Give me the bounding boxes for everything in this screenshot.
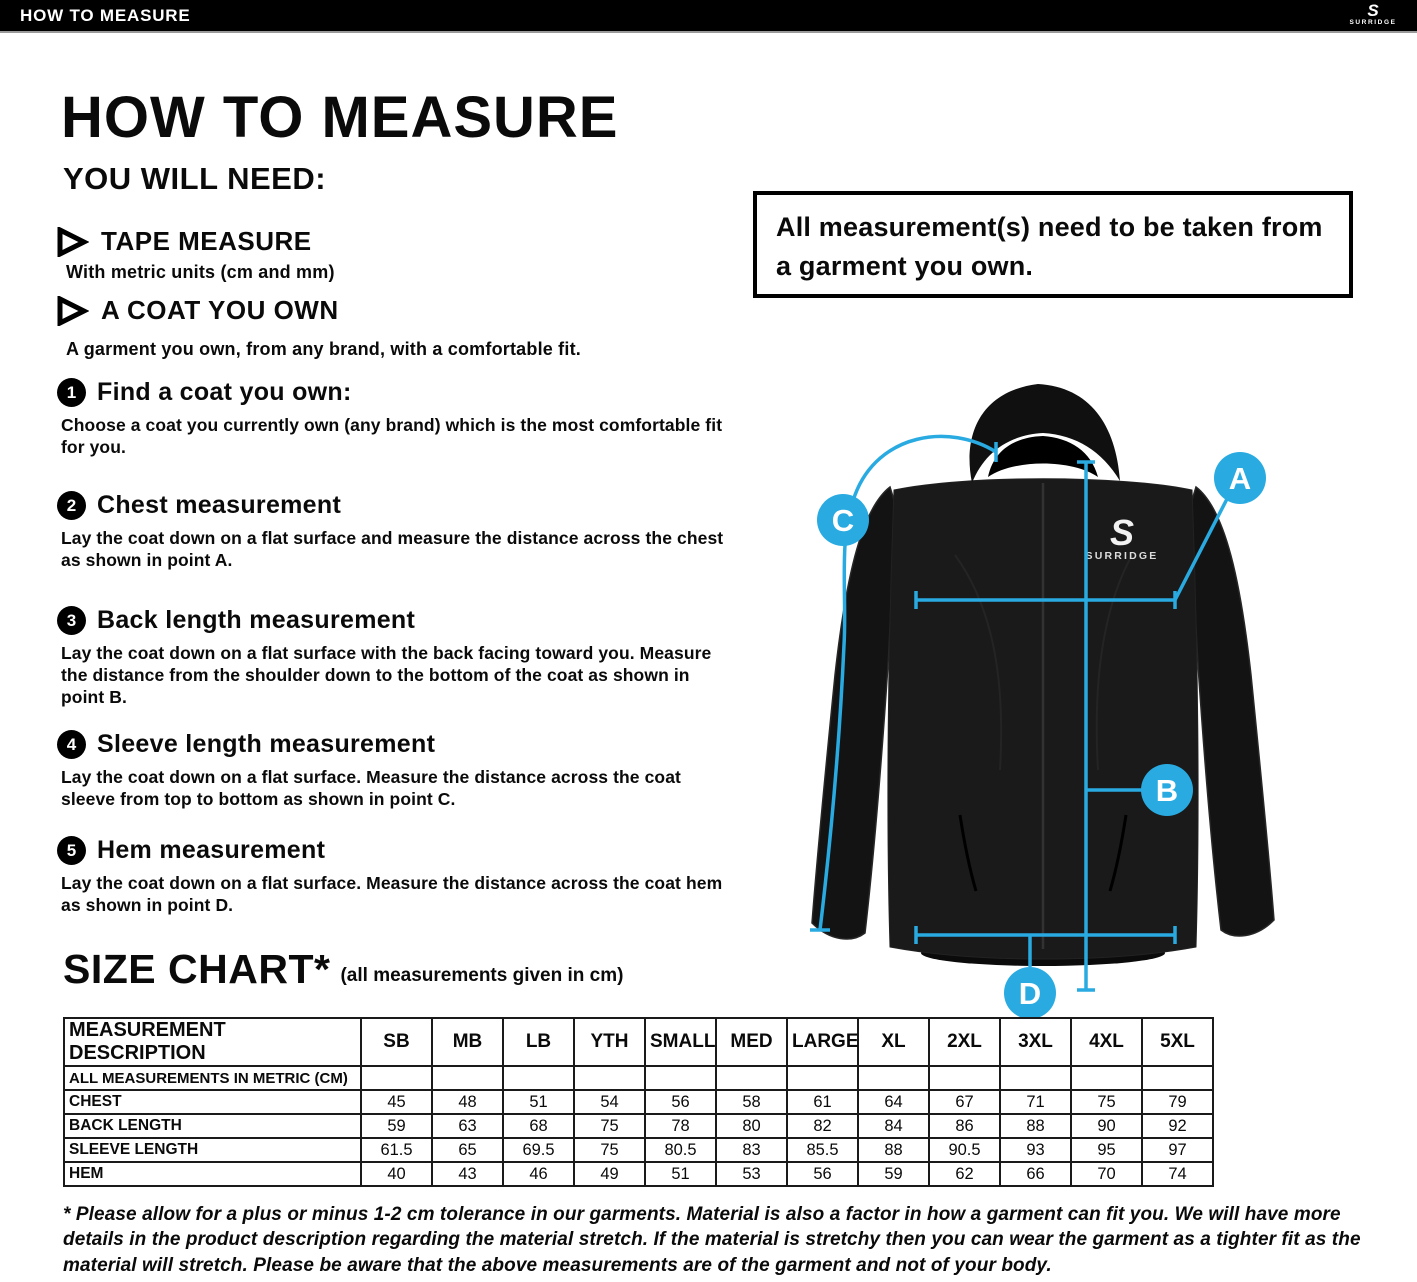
top-bar-title: HOW TO MEASURE	[20, 6, 191, 25]
step-back-length-measurement	[57, 606, 737, 709]
size-value-cell: 90.5	[929, 1138, 1000, 1162]
size-value-cell: 84	[858, 1114, 929, 1138]
size-value-cell: 61.5	[361, 1138, 432, 1162]
size-value-cell: 92	[1142, 1114, 1213, 1138]
size-table-row	[64, 1090, 1213, 1114]
step-title: Find a coat you own:	[97, 378, 352, 406]
metric-note-cell: ALL MEASUREMENTS IN METRIC (CM)	[64, 1066, 361, 1090]
size-table-body	[64, 1066, 1213, 1186]
size-column-header: SB	[361, 1018, 432, 1066]
size-value-cell: 90	[1071, 1114, 1142, 1138]
size-column-header: 5XL	[1142, 1018, 1213, 1066]
empty-cell	[574, 1066, 645, 1090]
row-label-cell: CHEST	[64, 1090, 361, 1114]
step-description: Lay the coat down on a flat surface and measure the distance across the chest as shown in point A.	[61, 528, 724, 571]
size-value-cell: 45	[361, 1090, 432, 1114]
size-value-cell: 40	[361, 1162, 432, 1186]
size-table-header-row	[64, 1018, 1213, 1066]
size-column-header: SMALL	[645, 1018, 716, 1066]
empty-cell	[858, 1066, 929, 1090]
size-value-cell: 59	[361, 1114, 432, 1138]
size-value-cell: 53	[716, 1162, 787, 1186]
marker-c	[817, 494, 869, 546]
size-table-row	[64, 1114, 1213, 1138]
step-find-a-coat	[57, 378, 737, 458]
size-table-row	[64, 1138, 1213, 1162]
measurement-description-header: MEASUREMENT DESCRIPTION	[64, 1018, 361, 1066]
size-column-header: 2XL	[929, 1018, 1000, 1066]
size-value-cell: 85.5	[787, 1138, 858, 1162]
step-number-badge: 5	[57, 836, 86, 865]
svg-text:B: B	[1155, 773, 1179, 808]
size-column-header: LARGE	[787, 1018, 858, 1066]
empty-cell	[503, 1066, 574, 1090]
requirement-label: A COAT YOU OWN	[101, 295, 339, 325]
empty-cell	[1071, 1066, 1142, 1090]
size-chart-table	[63, 1017, 1214, 1187]
size-value-cell: 51	[503, 1090, 574, 1114]
size-value-cell: 46	[503, 1162, 574, 1186]
size-column-header: MB	[432, 1018, 503, 1066]
size-value-cell: 64	[858, 1090, 929, 1114]
size-value-cell: 79	[1142, 1090, 1213, 1114]
step-number-badge: 1	[57, 378, 86, 407]
requirement-coat	[55, 295, 735, 360]
requirement-description: With metric units (cm and mm)	[66, 262, 335, 282]
step-number-badge: 4	[57, 730, 86, 759]
svg-text:A: A	[1228, 461, 1252, 496]
you-will-need-heading: YOU WILL NEED:	[63, 161, 327, 196]
size-value-cell: 51	[645, 1162, 716, 1186]
size-value-cell: 86	[929, 1114, 1000, 1138]
jacket-right-sleeve	[1192, 487, 1274, 936]
size-column-header: MED	[716, 1018, 787, 1066]
empty-cell	[1142, 1066, 1213, 1090]
step-title: Hem measurement	[97, 836, 326, 864]
step-hem-measurement	[57, 836, 737, 916]
metric-note-row	[64, 1066, 1213, 1090]
svg-text:C: C	[831, 503, 855, 538]
step-description: Lay the coat down on a flat surface with the back facing toward you. Measure the distance from the shoulder down to the bottom of the coat as shown in point B.	[61, 643, 712, 708]
surridge-s-icon: S	[1367, 1, 1379, 20]
empty-cell	[787, 1066, 858, 1090]
step-chest-measurement	[57, 491, 737, 571]
size-table-row	[64, 1162, 1213, 1186]
size-chart-heading	[63, 946, 623, 993]
footnote-text: * Please allow for a plus or minus 1-2 cm tolerance in our garments. Material is also a factor in how a garment can fit you. We will have more details in the product description regarding the material stretch. If the material is stretchy then you can wear the garment as a tighter fit as the material will stretch. Please be aware that the above measurements are of the garment and not of your body.	[63, 1204, 1361, 1276]
top-bar	[0, 0, 1417, 33]
step-description: Lay the coat down on a flat surface. Measure the distance across the coat sleeve from top to bottom as shown in point C.	[61, 767, 681, 810]
chest-logo-s-icon: S	[1109, 512, 1135, 553]
jacket-left-sleeve	[812, 487, 894, 939]
page-title: HOW TO MEASURE	[61, 85, 619, 150]
size-value-cell: 61	[787, 1090, 858, 1114]
empty-cell	[929, 1066, 1000, 1090]
size-value-cell: 66	[1000, 1162, 1071, 1186]
triangle-bullet-icon	[55, 296, 89, 326]
row-label-cell: SLEEVE LENGTH	[64, 1138, 361, 1162]
size-value-cell: 59	[858, 1162, 929, 1186]
size-value-cell: 43	[432, 1162, 503, 1186]
size-value-cell: 80	[716, 1114, 787, 1138]
size-column-header: XL	[858, 1018, 929, 1066]
size-value-cell: 63	[432, 1114, 503, 1138]
size-chart-title: SIZE CHART*	[63, 946, 331, 992]
size-value-cell: 83	[716, 1138, 787, 1162]
step-sleeve-length-measurement	[57, 730, 737, 810]
size-column-header: 3XL	[1000, 1018, 1071, 1066]
marker-b	[1141, 764, 1193, 816]
surridge-logo-text: SURRIDGE	[1349, 19, 1397, 26]
size-column-header: LB	[503, 1018, 574, 1066]
empty-cell	[645, 1066, 716, 1090]
marker-d	[1004, 967, 1056, 1019]
empty-cell	[432, 1066, 503, 1090]
size-value-cell: 75	[574, 1138, 645, 1162]
size-value-cell: 58	[716, 1090, 787, 1114]
size-value-cell: 62	[929, 1162, 1000, 1186]
size-value-cell: 56	[787, 1162, 858, 1186]
chest-logo-text: SURRIDGE	[1085, 550, 1159, 562]
size-value-cell: 54	[574, 1090, 645, 1114]
notice-box	[753, 191, 1353, 298]
row-label-cell: HEM	[64, 1162, 361, 1186]
size-value-cell: 48	[432, 1090, 503, 1114]
marker-a	[1214, 452, 1266, 504]
size-value-cell: 74	[1142, 1162, 1213, 1186]
row-label-cell: BACK LENGTH	[64, 1114, 361, 1138]
svg-text:D: D	[1018, 976, 1042, 1011]
size-value-cell: 88	[1000, 1114, 1071, 1138]
size-value-cell: 75	[1071, 1090, 1142, 1114]
step-description: Choose a coat you currently own (any brand) which is the most comfortable fit for you.	[61, 415, 723, 458]
size-column-header: YTH	[574, 1018, 645, 1066]
size-value-cell: 82	[787, 1114, 858, 1138]
size-value-cell: 80.5	[645, 1138, 716, 1162]
step-title: Back length measurement	[97, 606, 416, 634]
size-value-cell: 88	[858, 1138, 929, 1162]
size-value-cell: 97	[1142, 1138, 1213, 1162]
size-value-cell: 70	[1071, 1162, 1142, 1186]
size-value-cell: 56	[645, 1090, 716, 1114]
size-value-cell: 71	[1000, 1090, 1071, 1114]
jacket-measurement-diagram	[750, 375, 1350, 1023]
empty-cell	[1000, 1066, 1071, 1090]
size-value-cell: 93	[1000, 1138, 1071, 1162]
step-number-badge: 2	[57, 491, 86, 520]
size-value-cell: 75	[574, 1114, 645, 1138]
triangle-bullet-icon	[55, 227, 89, 257]
step-number-badge: 3	[57, 606, 86, 635]
size-column-header: 4XL	[1071, 1018, 1142, 1066]
size-value-cell: 49	[574, 1162, 645, 1186]
surridge-logo	[1343, 1, 1403, 32]
step-title: Chest measurement	[97, 491, 342, 519]
requirement-label: TAPE MEASURE	[101, 226, 312, 256]
size-value-cell: 67	[929, 1090, 1000, 1114]
size-value-cell: 95	[1071, 1138, 1142, 1162]
requirement-description: A garment you own, from any brand, with a comfortable fit.	[66, 339, 581, 359]
size-value-cell: 69.5	[503, 1138, 574, 1162]
step-title: Sleeve length measurement	[97, 730, 436, 758]
size-value-cell: 78	[645, 1114, 716, 1138]
requirement-tape-measure	[55, 226, 735, 283]
size-chart-subtitle: (all measurements given in cm)	[340, 965, 624, 986]
size-value-cell: 65	[432, 1138, 503, 1162]
step-description: Lay the coat down on a flat surface. Measure the distance across the coat hem as shown in point D.	[61, 873, 723, 916]
size-value-cell: 68	[503, 1114, 574, 1138]
notice-text: All measurement(s) need to be taken from a garment you own.	[776, 212, 1323, 282]
empty-cell	[361, 1066, 432, 1090]
empty-cell	[716, 1066, 787, 1090]
